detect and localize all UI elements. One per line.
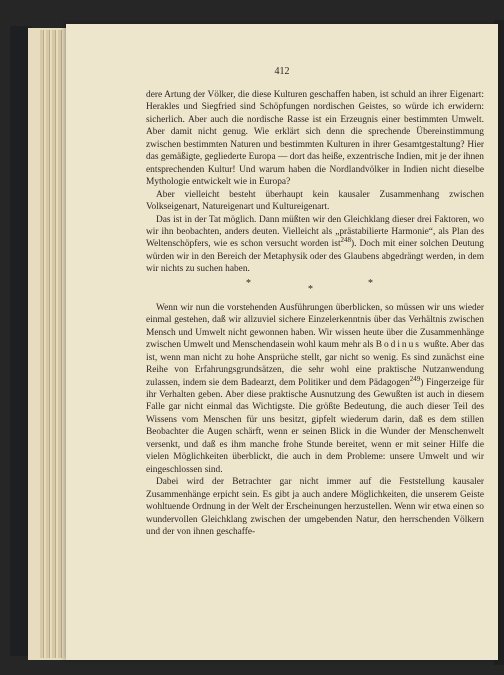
page-edge [52,30,56,658]
author-name: Bodinus [375,340,421,351]
paragraph-text: ). Doch mit einer solchen Deutung würden wir in den Bereich der Metaphysik oder des Glaubens abgedrängt werden, in dem wir nichts zu suchen haben. [146,239,484,275]
paragraph: Dabei wird der Betrachter gar nicht immer auf die Feststellung kausaler Zusammenhänge erpicht sein. Es gibt ja auch andere Möglichkeiten, die unserem Geiste wohltuende Ordnung in der Welt der Erscheinungen herzustellen. Wenn wir etwa einen so wundervollen Gleichklang zwischen der umgebenden Natur, den herrschenden Völkern und der von ihnen geschaffe- [146,477,484,537]
paragraph [146,302,484,476]
separator-star: * [308,283,313,295]
paragraph-text: wußte. Aber das ist, wenn man nicht zu hohe Ansprüche stellt, gar nicht so wenig. Es sind zunächst eine Reihe von Erfahrungsgrundsätzen, die sehr wohl eine praktische Nutzanwendung zulassen, indem sie dem Badearzt, dem Politiker und dem Pädagogen [146,340,485,388]
paragraph: dere Artung der Völker, die diese Kulturen geschaffen haben, ist schuld an ihrer Eigenart: Herakles und Siegfried sind Schöpfungen nordischen Geistes, so würde ich erwidern: sicherlich. Aber auch die nordische Rasse ist ein Erzeugnis einer bestimmten Umwelt. Aber damit nicht genug. Wie erklärt sich denn die sprechende Übereinstimmung zwischen bestimmten Naturen und bestimmten Kulturen in ihrer Gesamtgestaltung? Hier das gemäßigte, gegliederte Europa — dort das heiße, exzentrische Indien, mit je der ihnen entsprechenden Kultur! Und warum haben die Nordlandvölker in Indien nicht dieselbe Mythologie entwickelt wie in Europa? [146,90,484,188]
paragraph-text: ) Fingerzeige für ihr Verhalten geben. Aber diese praktische Ausnutzung des Gewußten ist auch in diesem Falle gar nicht einmal das Wichtigste. Die größte Bedeutung, die auch dieser Teil des Wissens vom Menschen für uns besitzt, gipfelt wiederum darin, daß es dem stillen Beobachter die Augen schärft, wenn er seinen Blick in die Wunder der Menschenwelt versenkt, und daß es ihm manche frohe Stunde bereitet, wenn er mit seiner Hilfe die vielen Möglichkeiten überblickt, die auch in dem Probleme: unsere Umwelt und wir eingeschlossen sind. [146,377,484,475]
separator-star: * [246,277,251,289]
page-edge [58,30,62,658]
footnote-marker: 249 [409,374,421,383]
paragraph-text: Wenn wir nun die vorstehenden Ausführungen überblicken, so müssen wir uns wieder einmal gestehen, daß wir allzuviel sichere Einzelerkenntnis über das Verhältnis zwischen Mensch und Umwelt nicht gewonnen haben. Wir wissen heute über die Zusammenhänge zwischen Umwelt und Menschendasein wohl kaum mehr als [146,302,484,351]
page-edge [46,30,50,658]
separator-star: * [368,277,373,289]
section-separator [146,278,484,302]
body-text [146,89,484,538]
paragraph: Aber vielleicht besteht überhaupt kein kausaler Zusammenhang zwischen Volkseigenart, Natureigenart und Kultureigenart. [146,189,484,213]
paragraph [146,214,484,276]
book-page [66,24,498,660]
page-edge [40,30,44,658]
footnote-marker: 248 [340,236,352,245]
paragraph-text: Das ist in der Tat möglich. Dann müßten wir den Gleichklang dieser drei Faktoren, wo wir ihn beobachten, anders deuten. Vielleicht als „prästabilierte Harmonie“, als Plan des Weltenschöpfers, wie es schon versucht worden ist [146,214,484,250]
page-number: 412 [274,66,290,77]
